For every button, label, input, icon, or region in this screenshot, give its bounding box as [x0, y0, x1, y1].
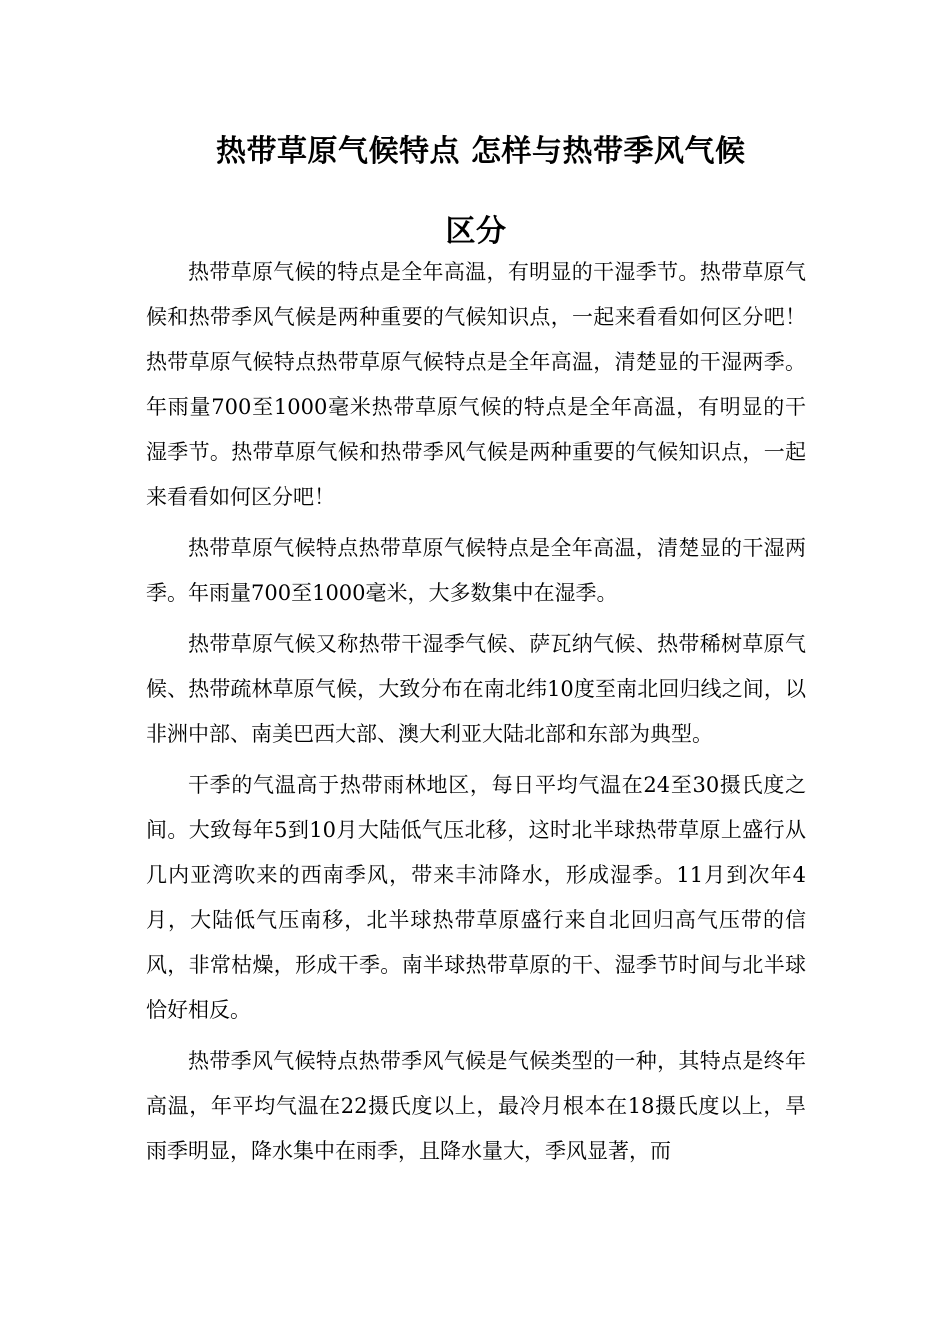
document-body: [146, 250, 806, 1180]
title-line-2: 区分: [445, 214, 507, 249]
paragraph-5: 热带季风气候特点热带季风气候是气候类型的一种，其特点是终年高温，年平均气温在22摄氏度以上，最冷月根本在18摄氏度以上，旱雨季明显，降水集中在雨季，且降水量大，季风显著，而: [146, 1049, 806, 1163]
paragraph-1: 热带草原气候的特点是全年高温，有明显的干湿季节。热带草原气候和热带季风气候是两种重要的气候知识点，一起来看看如何区分吧！热带草原气候特点热带草原气候特点是全年高温，清楚显的干湿两季。年雨量700至1000毫米热带草原气候的特点是全年高温，有明显的干湿季节。热带草原气候和热带季风气候是两种重要的气候知识点，一起来看看如何区分吧！: [146, 260, 806, 509]
paragraph-3: 热带草原气候又称热带干湿季气候、萨瓦纳气候、热带稀树草原气候、热带疏林草原气候，大致分布在南北纬10度至南北回归线之间，以非洲中部、南美巴西大部、澳大利亚大陆北部和东部为典型。: [146, 632, 806, 746]
document-title: [146, 112, 806, 272]
title-line-1: 热带草原气候特点 怎样与热带季风气候: [216, 134, 746, 169]
paragraph-4: 干季的气温高于热带雨林地区，每日平均气温在24至30摄氏度之间。大致每年5到10月大陆低气压北移，这时北半球热带草原上盛行从几内亚湾吹来的西南季风，带来丰沛降水，形成湿季。11月到次年4月，大陆低气压南移，北半球热带草原盛行来自北回归高气压带的信风，非常枯燥，形成干季。南半球热带草原的干、湿季节时间与北半球恰好相反。: [146, 773, 806, 1022]
paragraph-2: 热带草原气候特点热带草原气候特点是全年高温，清楚显的干湿两季。年雨量700至1000毫米，大多数集中在湿季。: [146, 536, 806, 605]
